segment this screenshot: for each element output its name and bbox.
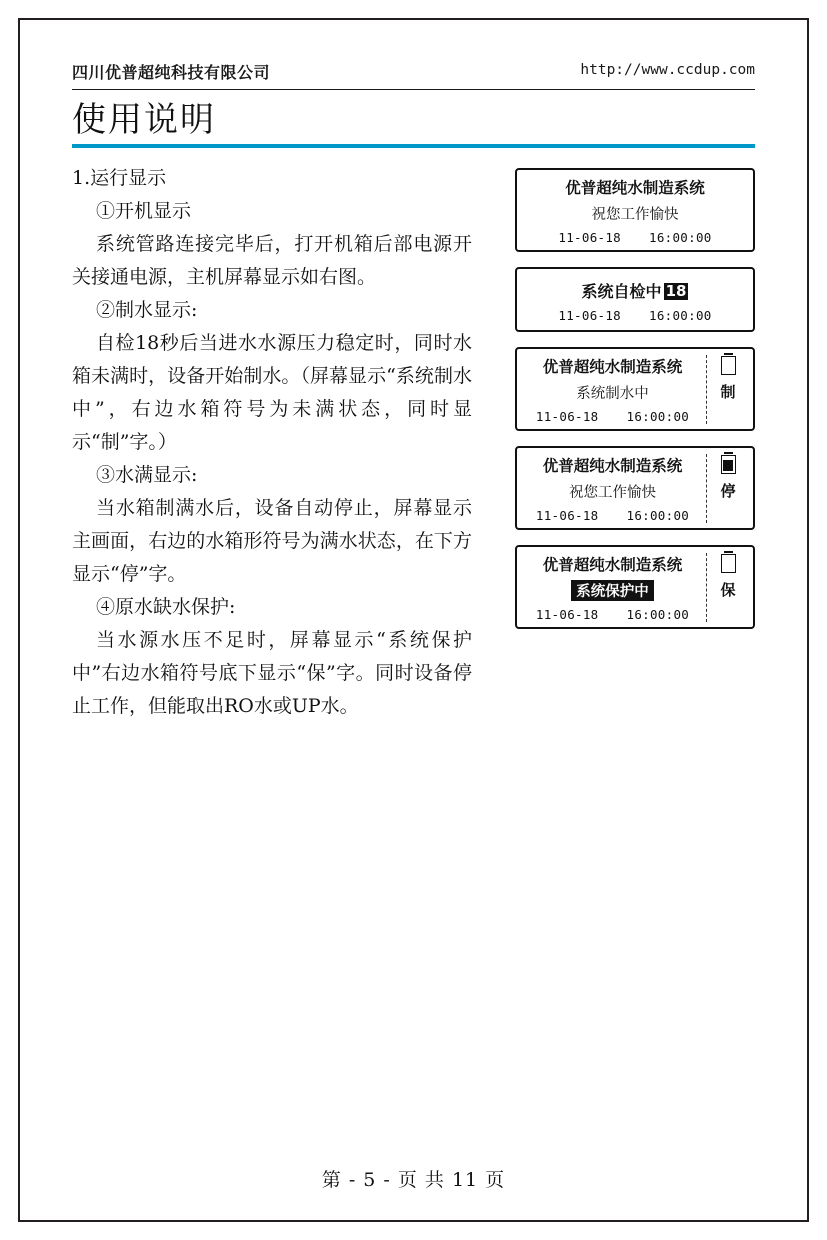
page-content	[72, 60, 755, 723]
water-tank-icon	[721, 455, 736, 474]
lcd-bottom-row	[536, 409, 689, 424]
text-column	[72, 162, 472, 723]
lcd-side-area	[706, 454, 745, 523]
lcd-countdown-counter: 18	[665, 281, 687, 300]
lcd-date: 11-06-18	[535, 606, 599, 622]
lcd-main-area	[525, 176, 745, 245]
lcd-date: 11-06-18	[558, 229, 621, 245]
lcd-line2-highlighted: 系统保护中	[571, 580, 654, 601]
lcd-bottom-row	[536, 508, 689, 523]
lcd-time: 16:00:00	[626, 408, 690, 424]
title-block	[72, 98, 755, 148]
paragraph-item-7: ④原水缺水保护:	[96, 595, 236, 618]
page-title: 使用说明	[72, 100, 216, 140]
lcd-side-char: 制	[720, 382, 736, 401]
lcd-bottom-row	[558, 308, 711, 323]
lcd-time: 16:00:00	[626, 606, 690, 622]
lcd-status-line	[582, 279, 689, 302]
lcd-panel-protection	[515, 545, 755, 629]
water-tank-icon	[721, 554, 736, 573]
lcd-date: 11-06-18	[535, 408, 599, 424]
paragraph-item-6: 当水箱制满水后，设备自动停止，屏幕显示主画面，右边的水箱形符号为满水状态，在下方显示“停”字。	[72, 496, 472, 585]
lcd-main-area	[525, 275, 745, 325]
paragraph-item-1: ①开机显示	[96, 199, 192, 222]
lcd-line2: 系统制水中	[576, 385, 649, 402]
lcd-main-area	[525, 355, 700, 424]
lcd-date: 11-06-18	[535, 507, 599, 523]
lcd-line2: 祝您工作愉快	[591, 206, 679, 223]
lcd-side-area	[706, 553, 745, 622]
paragraph-item-4: 自检18秒后当进水水源压力稳定时，同时水箱未满时，设备开始制水。（屏幕显示“系统制水中”，右边水箱符号为未满状态，同时显示“制”字。）	[72, 331, 472, 453]
water-tank-icon	[721, 356, 736, 375]
paragraph-item-2: 系统管路连接完毕后，打开机箱后部电源开关接通电源，主机屏幕显示如右图。	[72, 232, 472, 288]
body-columns	[72, 162, 755, 723]
lcd-time: 16:00:00	[649, 229, 712, 245]
company-name: 四川优普超纯科技有限公司	[72, 63, 271, 82]
lcd-time: 16:00:00	[626, 507, 690, 523]
lcd-line1: 优普超纯水制造系统	[542, 357, 683, 376]
lcd-panel-producing-water	[515, 347, 755, 431]
lcd-date: 11-06-18	[558, 307, 621, 323]
lcd-side-char: 保	[720, 580, 736, 599]
title-accent-rule	[72, 144, 755, 148]
lcd-bottom-row	[558, 230, 711, 245]
lcd-status-text: 系统自检中	[581, 281, 662, 301]
lcd-side-area	[706, 355, 745, 424]
lcd-line2: 祝您工作愉快	[569, 484, 656, 501]
lcd-screenshot-column	[515, 162, 755, 629]
section-heading: 1.运行显示	[72, 166, 167, 189]
paragraph-item-3: ②制水显示:	[96, 298, 198, 321]
lcd-main-area	[525, 553, 700, 622]
lcd-panel-self-check	[515, 267, 755, 332]
lcd-time: 16:00:00	[649, 307, 712, 323]
lcd-line1: 优普超纯水制造系统	[565, 178, 705, 197]
lcd-line1: 优普超纯水制造系统	[542, 456, 683, 475]
lcd-side-char: 停	[720, 481, 736, 500]
lcd-line1: 优普超纯水制造系统	[542, 555, 683, 574]
paragraph-item-5: ③水满显示:	[96, 463, 198, 486]
lcd-bottom-row	[536, 607, 689, 622]
page-footer: 第 - 5 - 页 共 11 页	[321, 1169, 506, 1191]
lcd-panel-tank-full	[515, 446, 755, 530]
paragraph-item-8: 当水源水压不足时，屏幕显示“系统保护中”右边水箱符号底下显示“保”字。同时设备停止工作，但能取出RO水或UP水。	[72, 628, 472, 717]
website-url: http://www.ccdup.com	[580, 62, 755, 78]
lcd-main-area	[525, 454, 700, 523]
header-divider	[72, 89, 755, 90]
document-header	[72, 60, 755, 86]
lcd-panel-power-on	[515, 168, 755, 252]
